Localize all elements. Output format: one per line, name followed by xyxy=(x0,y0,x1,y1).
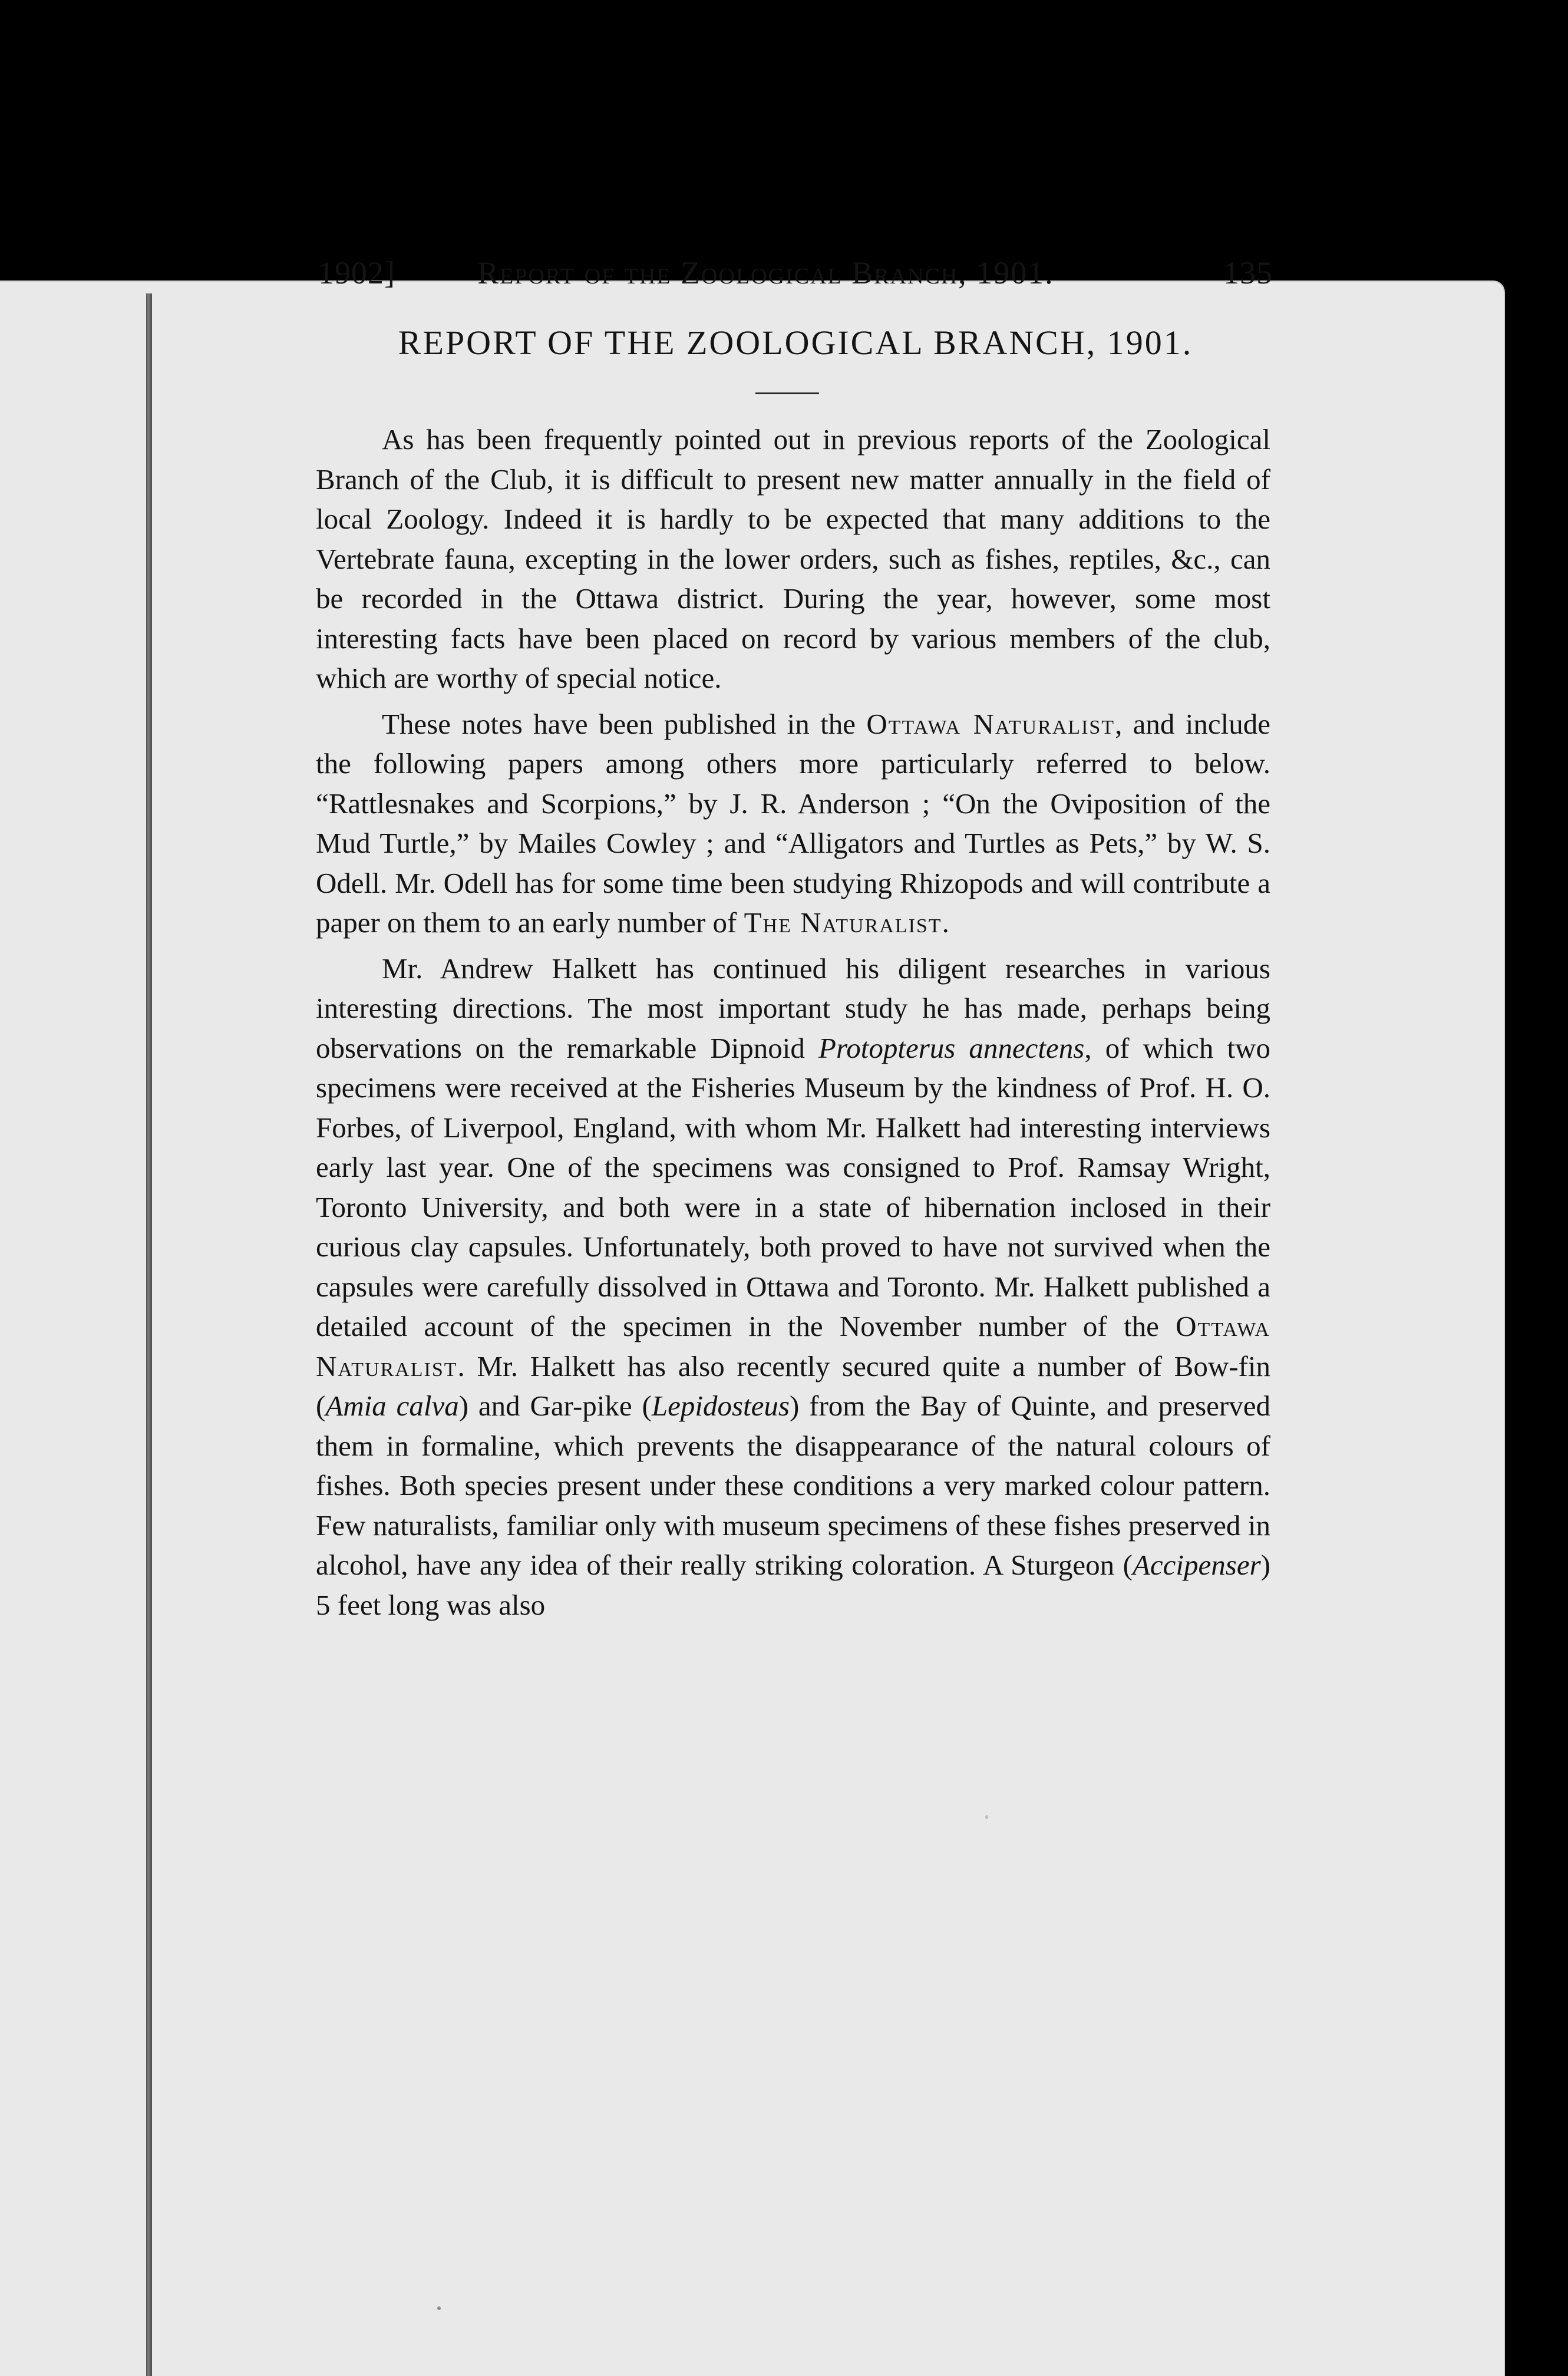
paragraph xyxy=(316,949,1270,1625)
paragraph-text: As has been frequently pointed out in previous reports of the Zoological Branch of the Club, it is difficult to present new matter annually in the field of local Zoology. Indeed it is hardly to be expected that many additions to the Vertebrate fauna, excepting in the lower orders, such as fishes, reptiles, &c., can be recorded in the Ottawa district. During the year, however, some most interesting facts have been placed on record by various members of the club, which are worthy of special notice. xyxy=(316,423,1270,694)
italic-text: Protopterus annectens xyxy=(818,1031,1085,1064)
italic-text: Amia calva xyxy=(325,1390,459,1422)
paragraph-text: ) from the Bay of Quinte, and preserved them in formaline, which prevents the disappearance of the natural colours of fishes. Both species present under these conditions a very marked colour pattern. Few naturalists, familiar only with museum specimens of these fishes preserved in alcohol, have any idea of their really striking coloration. A Sturgeon ( xyxy=(316,1390,1270,1581)
paragraph-text: ) 5 feet long was also xyxy=(316,1549,1270,1621)
italic-text: Accipenser xyxy=(1132,1549,1261,1581)
small-caps-text: Ottawa Naturalist xyxy=(866,707,1115,740)
page-number: 135 xyxy=(1223,255,1273,291)
article-title: REPORT OF THE ZOOLOGICAL BRANCH, 1901. xyxy=(398,324,1193,362)
paragraph-text: Mr. Andrew Halkett has continued his diligent researches in various interesting directions. The most important study he has made, perhaps being observations on the remarkable Dipnoid xyxy=(316,952,1270,1064)
small-caps-text: The Naturalist xyxy=(744,906,942,939)
speck xyxy=(985,1815,988,1819)
paragraph xyxy=(316,704,1270,943)
paragraph-text: , of which two specimens were received at the Fisheries Museum by the kindness of Prof. H. O. Forbes, of Liverpool, England, with whom Mr. Halkett had interesting interviews early last year. One of the specimens was consigned to Prof. Ramsay Wright, Toronto University, and both were in a state of hibernation inclosed in their curious clay capsules. Unfortunately, both proved to have not survived when the capsules were carefully dissolved in Ottawa and Toronto. Mr. Halkett published a detailed account of the specimen in the November number of the xyxy=(316,1031,1270,1342)
running-head-year: 1902] xyxy=(318,255,395,291)
title-rule xyxy=(755,392,819,394)
page-binding-edge xyxy=(146,293,152,2376)
article-body xyxy=(316,420,1270,1631)
small-caps-text: Ottawa Naturalist xyxy=(316,1310,1270,1382)
running-head-title: Report of the Zoological Branch, 1901. xyxy=(477,255,1054,291)
running-head xyxy=(318,255,1273,302)
paragraph-text: ) and Gar-pike ( xyxy=(458,1390,652,1422)
paragraph-text: . xyxy=(942,906,949,939)
paragraph-text: . Mr. Halkett has also recently secured quite a number of Bow-fin ( xyxy=(316,1349,1270,1422)
paragraph xyxy=(316,420,1270,698)
paragraph-text: , and include the following papers among others more particularly referred to below. “Rattlesnakes and Scorpions,” by J. R. Anderson ; “On the Oviposition of the Mud Turtle,” by Mailes Cowley ; and “Alligators and Turtles as Pets,” by W. S. Odell. Mr. Odell has for some time been studying Rhizopods and will contribute a paper on them to an early number of xyxy=(316,707,1270,939)
speck xyxy=(437,2306,441,2310)
italic-text: Lepidosteus xyxy=(651,1390,790,1422)
paragraph-text: These notes have been published in the xyxy=(382,707,867,740)
